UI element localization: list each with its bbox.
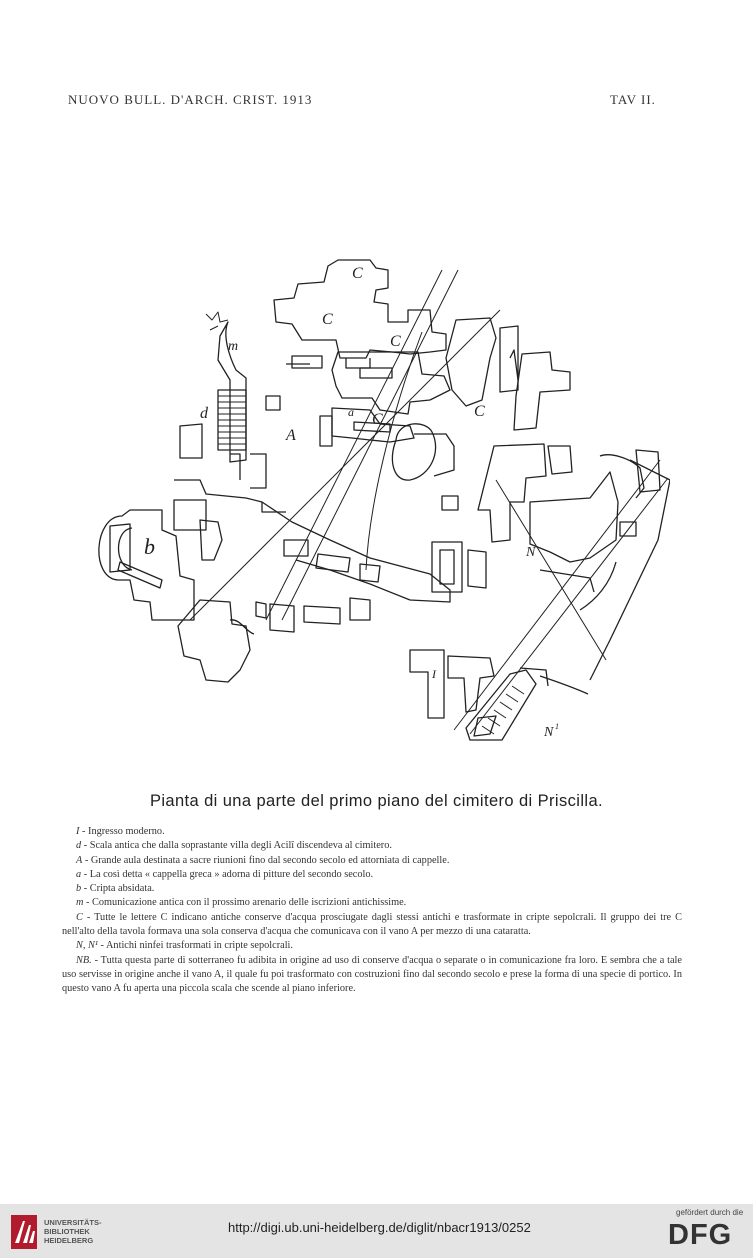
plan-wall: [200, 520, 222, 560]
plan-wall: [478, 444, 546, 542]
plan-wall: [448, 656, 494, 712]
legend-item-d: [62, 839, 682, 853]
legend-item-a: [62, 868, 682, 882]
legend-text: - Comunicazione antica con il prossimo arenario delle iscrizioni antichissime.: [83, 897, 407, 909]
legend-item-NB: [62, 954, 682, 997]
legend-item-m: [62, 896, 682, 910]
legend-key: d: [76, 840, 82, 852]
plate-number: TAV II.: [610, 92, 656, 107]
legend-item-A: [62, 854, 682, 868]
university-library-logo-icon: [9, 1213, 39, 1251]
legend-key: N, N¹: [76, 940, 98, 952]
library-line-3: HEIDELBERG: [44, 1236, 94, 1245]
document-url-link[interactable]: http://digi.ub.uni-heidelberg.de/diglit/nbacr1913/0252: [228, 1220, 531, 1235]
plan-wall: [304, 606, 340, 624]
label-b: b: [144, 534, 155, 559]
plan-wall: [440, 550, 454, 584]
legend-key: a: [76, 868, 82, 880]
plan-wall: [548, 446, 572, 474]
plan-wall: [250, 454, 266, 488]
plan-wall: [180, 424, 202, 458]
legend-item-C: [62, 911, 682, 940]
plan-wall: [590, 460, 670, 680]
dfg-logo: DFG: [668, 1219, 733, 1251]
legend-text: - Tutta questa parte di sotterraneo fu adibita in origine ad uso di conserve d'acqua o separate o in comunicazione fra loro. E sembra che a tale uso servisse in origine anche il vano A, il quale fu poi trasformato con costruzioni fino dal secondo secolo e prese la forma di una specie di portico. In questo vano A fu aperta una piccola scala che scende al piano inferiore.: [62, 954, 682, 995]
figure-caption: Pianta di una parte del primo piano del cimitero di Priscilla.: [149, 792, 604, 810]
plan-wall: [410, 650, 444, 718]
library-name: [44, 1218, 102, 1245]
plan-wall: [442, 496, 458, 510]
plan-wall: [514, 352, 570, 430]
legend-key: m: [76, 897, 84, 909]
legend-text: - Cripta absidata.: [81, 883, 155, 895]
plan-wall: [292, 356, 322, 368]
plan-wall: [360, 564, 380, 582]
plan-wall: [414, 434, 454, 476]
label-N: N: [526, 545, 536, 560]
plan-wall: [316, 554, 350, 572]
legend-key: NB.: [76, 954, 92, 966]
legend-text: - Grande aula destinata a sacre riunioni fino dal secondo secolo ed attorniata di cappelle.: [82, 854, 450, 866]
plan-wall: [392, 424, 435, 480]
legend-text: - Scala antica che dalla soprastante villa degli Acilî discendeva al cimitero.: [81, 840, 392, 852]
legend-item-I: [62, 825, 682, 839]
label-C: C: [372, 411, 383, 428]
library-line-1: UNIVERSITÄTS-: [44, 1218, 102, 1227]
plan-wall: [510, 350, 518, 380]
journal-header: NUOVO BULL. D'ARCH. CRIST. 1913: [68, 92, 313, 107]
legend-text: - Ingresso moderno.: [79, 826, 165, 837]
plan-wall: [230, 454, 240, 480]
label-C: C: [474, 403, 485, 420]
label-A: A: [286, 427, 296, 444]
plan-wall: [266, 396, 280, 410]
library-line-2: BIBLIOTHEK: [44, 1227, 90, 1236]
legend-key: I: [76, 826, 80, 837]
plan-wall: [530, 472, 618, 562]
plan-wall: [346, 358, 370, 368]
label-N1: N: [544, 725, 554, 740]
plan-wall: [178, 600, 250, 682]
diagonal-wall: [496, 480, 606, 660]
legend-text: - La così detta « cappella greca » adorna di pitture del secondo secolo.: [81, 868, 374, 880]
legend-key: A: [76, 854, 83, 866]
stair-steps: [218, 396, 246, 444]
legend-key: b: [76, 883, 82, 895]
plan-wall: [636, 450, 660, 492]
label-I: I: [432, 667, 436, 681]
legend-text: - Antichi ninfei trasformati in cripte sepolcrali.: [97, 940, 293, 952]
diagonal-wall: [470, 478, 668, 734]
label-a: a: [348, 405, 354, 419]
plan-wall: [360, 368, 392, 378]
footer-bar: [0, 1204, 753, 1258]
label-C: C: [390, 333, 401, 350]
plan-wall: [320, 416, 332, 446]
diagonal-wall: [266, 270, 442, 620]
plan-wall: [446, 318, 496, 406]
legend-item-b: [62, 882, 682, 896]
label-m: m: [228, 339, 239, 354]
label-C: C: [352, 265, 363, 282]
label-C: C: [322, 311, 333, 328]
legend: [62, 825, 682, 997]
legend-text: - Tutte le lettere C indicano antiche conserve d'acqua prosciugate dagli stessi antichi e trasformate in cripte sepolcrali. Il gruppo dei tre C nell'alto della tavola formava una sola conserva d'acqua che comunicava con il vano A per mezzo di una cataratta.: [62, 911, 682, 938]
funded-by-label: gefördert durch die: [676, 1208, 744, 1217]
plan-wall: [99, 510, 194, 620]
plan-wall: [468, 550, 486, 588]
plan-wall: [174, 500, 206, 530]
plan-wall: [540, 570, 594, 592]
legend-item-N: [62, 939, 682, 953]
plan-wall: [284, 540, 308, 556]
label-d: d: [200, 405, 208, 422]
catacomb-plan-figure: [70, 240, 670, 760]
plan-wall: [230, 620, 254, 634]
legend-key: C: [76, 911, 83, 923]
plan-wall: [270, 604, 294, 632]
plan-wall: [350, 598, 370, 620]
label-N1-superscript: 1: [555, 722, 559, 731]
plan-wall: [256, 602, 266, 618]
